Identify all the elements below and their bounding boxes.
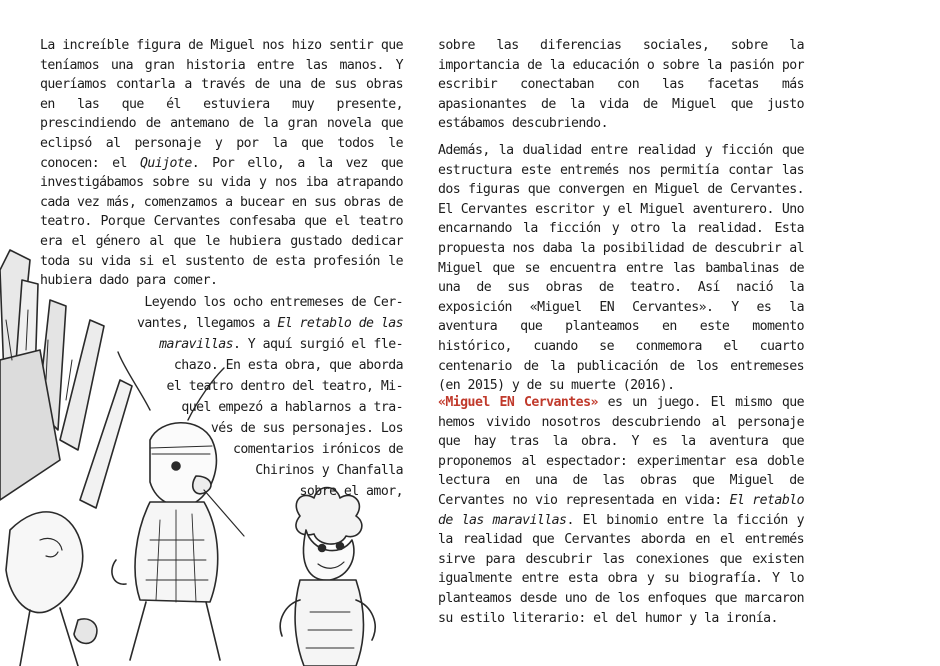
text-line: vés de sus personajes. Los xyxy=(210,421,403,436)
exhibition-name: «Miguel EN Cervantes» xyxy=(438,395,598,410)
retablo-title-end: maravillas xyxy=(159,337,234,352)
quijote-title: Quijote xyxy=(139,155,192,171)
text-line: quel empezó a hablarnos a tra- xyxy=(181,400,403,415)
retablo-title: El retablo de las xyxy=(277,316,403,331)
text-line: el teatro dentro del teatro, Mi- xyxy=(166,379,403,394)
right-paragraph-2: Además, la dualidad entre realidad y ficción que estructura este entremés nos permitía contar las dos figuras que convergen en Miguel de Cervantes. El Cervantes escritor y el Miguel aventurero. Uno encarnando la ficción y otro la realidad. Esta propuesta nos daba la posibilidad de descubrir al Miguel que se encuentra entre las bambalinas de una de sus obras de teatro. Así nació la exposición «Miguel EN Cervantes». Y es la aventura que planteamos en este momento histórico, cuando se conmemora el cuarto centenario de la publicación de los entremeses (en 2015) y de su muerte (2016). xyxy=(438,143,804,394)
text-line xyxy=(159,335,403,355)
text-fragment: . Y aquí surgió el fle- xyxy=(233,337,403,352)
retablo-title-2: El retablo de las maravillas xyxy=(438,492,804,528)
right-paragraph-3 xyxy=(438,393,804,628)
text-line: Leyendo los ocho entremeses de Cer- xyxy=(144,295,403,310)
text-fragment: vantes, llegamos a xyxy=(136,316,278,331)
right-paragraph-3-text-b: . El binomio entre la ficción y la realidad que Cervantes aborda en el entremés sirve para descubrir las conexiones que existen igualmente entre esta obra y su biografía. Y lo planteamos desde uno de los enfoques que marcaron su estilo literario: el del humor y la ironía. xyxy=(438,512,805,626)
text-line: Chirinos y Chanfalla xyxy=(255,463,403,478)
right-paragraph-1: sobre las diferencias sociales, sobre la importancia de la educación o sobre la pasión por escribir conectaban con las facetas más apasionantes de la vida de Miguel que justo estábamos descubriendo. xyxy=(438,38,804,132)
left-paragraph-1-text-b: . Por ello, a la vez que investigábamos sobre su vida y nos iba atrapando cada vez más, comenzamos a bucear en sus obras de teatro. Porque Cervantes confesaba que el teatro era el género al que le hubiera gustado dedicar toda su vida si el sustento de esta profesión le hubiera dado para comer. xyxy=(40,155,403,289)
text-line: comentarios irónicos de xyxy=(233,442,403,457)
text-line xyxy=(137,314,403,334)
text-line: sobre el amor, xyxy=(299,484,403,499)
left-paragraph-1-text-a: La increíble figura de Miguel nos hizo sentir que teníamos una gran historia entre las manos. Y queríamos contarla a través de una de sus obras en las que él estuviera muy presente, prescindiendo de antemano de la gran novela que eclipsó al personaje y por la que todos le conocen: el xyxy=(40,38,403,171)
right-paragraph-3-text-a: es un juego. El mismo que hemos vivido nosotros descubriendo al personaje que hay tras la obra. Y es la aventura que proponemos al espectador: experimentar esa doble lectura en una de las obras que Miguel de Cervantes no vio representada en vida: xyxy=(438,395,804,508)
left-paragraph-2 xyxy=(120,293,403,499)
left-character xyxy=(6,512,83,613)
right-character-body xyxy=(295,580,363,666)
text-line: chazo. En esta obra, que aborda xyxy=(173,358,403,373)
stake-4 xyxy=(60,320,104,450)
